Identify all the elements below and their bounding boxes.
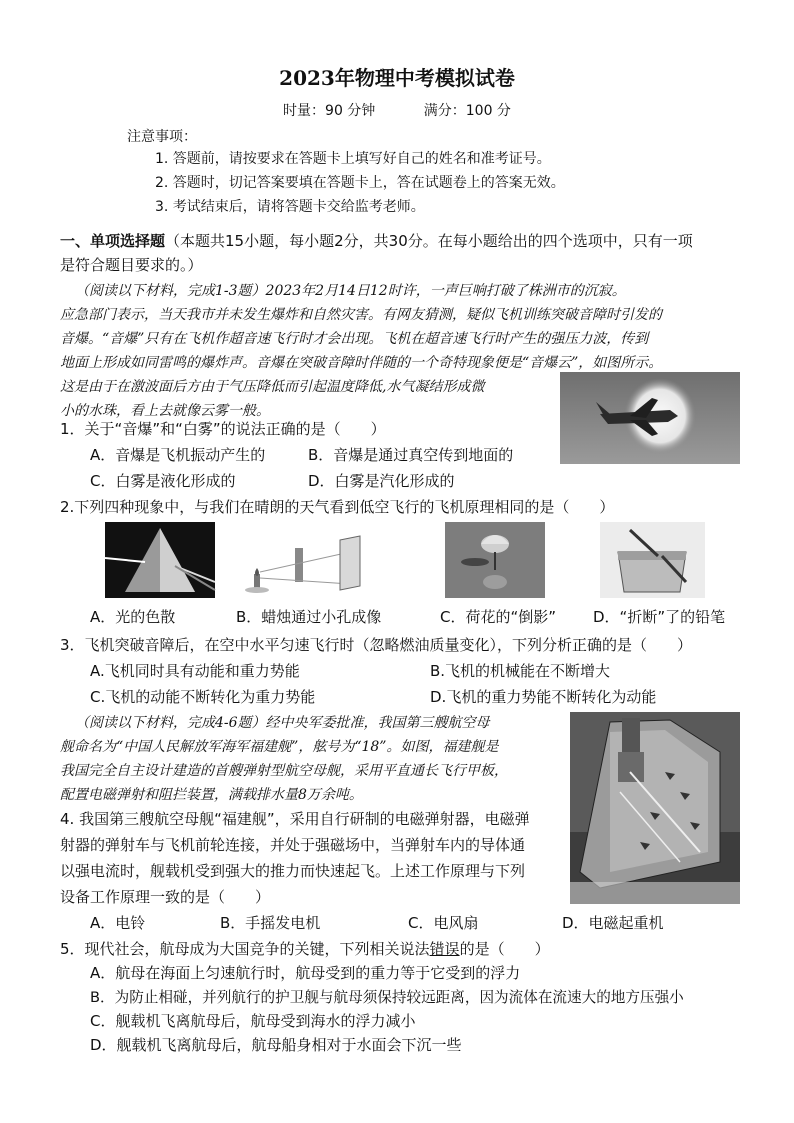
- section-desc: （本题共15小题，每小题2分，共30分。在每小题给出的四个选项中，只有一项: [165, 232, 693, 250]
- q4-line-1: 4. 我国第三艘航空母舰“福建舰”，采用自行研制的电磁弹射器，电磁弹: [60, 810, 530, 828]
- page-title: 2023年物理中考模拟试卷: [279, 66, 515, 90]
- q4-line-4: 设备工作原理一致的是（ ）: [60, 888, 271, 906]
- q1-option-a[interactable]: A．音爆是飞机振动产生的: [90, 446, 266, 464]
- q3-stem: 3．飞机突破音障后，在空中水平匀速飞行时（忽略燃油质量变化），下列分析正确的是（ ）: [60, 636, 693, 654]
- q4-option-c[interactable]: C．电风扇: [408, 914, 479, 932]
- q1-stem: 1．关于“音爆”和“白雾”的说法正确的是（ ）: [60, 420, 386, 438]
- lotus-reflection-image: [445, 522, 545, 598]
- reading1-line-4: 地面上形成如同雷鸣的爆炸声。音爆在突破音障时伴随的一个奇特现象便是“音爆云”，如图所示。: [60, 355, 663, 371]
- q5-stem-pre: 5．现代社会，航母成为大国竞争的关键，下列相关说法: [60, 940, 430, 958]
- pinhole-camera-image: [240, 522, 375, 598]
- q3-option-c[interactable]: C.飞机的动能不断转化为重力势能: [90, 688, 316, 706]
- sonic-boom-jet-image: [560, 372, 740, 464]
- notice-item-1: 1. 答题前，请按要求在答题卡上填写好自己的姓名和准考证号。: [155, 151, 551, 167]
- q1-option-d[interactable]: D．白雾是汽化形成的: [308, 472, 455, 490]
- q1-option-b[interactable]: B．音爆是通过真空传到地面的: [308, 446, 514, 464]
- prism-dispersion-image: [105, 522, 215, 598]
- exam-time: 时量：90 分钟: [283, 103, 376, 119]
- pencil-in-water-image: [600, 522, 705, 598]
- reading1-line-2: 应急部门表示，当天我市并未发生爆炸和自然灾害。有网友猜测，疑似飞机训练突破音障时引发的: [60, 307, 662, 323]
- q4-option-b[interactable]: B．手摇发电机: [220, 914, 321, 932]
- notice-item-2: 2. 答题时，切记答案要填在答题卡上，答在试题卷上的答案无效。: [155, 175, 565, 191]
- q5-option-d[interactable]: D．舰载机飞离航母后，航母船身相对于水面会下沉一些: [90, 1036, 462, 1054]
- q5-option-a[interactable]: A．航母在海面上匀速航行时，航母受到的重力等于它受到的浮力: [90, 964, 521, 982]
- reading2-line-4: 配置电磁弹射和阻拦装置，满载排水量8万余吨。: [60, 787, 363, 803]
- exam-info: [0, 100, 794, 120]
- notice-item-3: 3. 考试结束后，请将答题卡交给监考老师。: [155, 199, 425, 215]
- reading2-line-1: （阅读以下材料，完成4-6题）经中央军委批准，我国第三艘航空母: [75, 715, 490, 731]
- notice-heading: 注意事项：: [127, 129, 197, 145]
- section-heading: [60, 230, 693, 251]
- reading1-line-1: （阅读以下材料，完成1-3题）2023年2月14日12时许，一声巨响打破了株洲市的沉寂。: [75, 283, 626, 299]
- q3-option-a[interactable]: A.飞机同时具有动能和重力势能: [90, 662, 300, 680]
- exam-score: 满分：100 分: [423, 103, 511, 119]
- q2-image-strip: [105, 522, 705, 598]
- q2-option-b[interactable]: B．蜡烛通过小孔成像: [236, 608, 382, 626]
- q2-option-d[interactable]: D．“折断”了的铅笔: [593, 608, 726, 626]
- q2-stem: 2.下列四种现象中，与我们在晴朗的天气看到低空飞行的飞机原理相同的是（ ）: [60, 498, 615, 516]
- q5-stem-emphasis: 错误: [429, 940, 460, 958]
- q5-option-c[interactable]: C．舰载机飞离航母后，航母受到海水的浮力减小: [90, 1012, 416, 1030]
- reading1-line-5: 这是由于在激波面后方由于气压降低而引起温度降低,水气凝结形成微: [60, 379, 485, 395]
- q5-stem: [60, 938, 550, 959]
- q5-option-b[interactable]: B．为防止相碰，并列航行的护卫舰与航母须保持较远距离，因为流体在流速大的地方压强小: [90, 989, 684, 1006]
- q5-stem-post: 的是（ ）: [459, 940, 550, 958]
- q3-option-b[interactable]: B.飞机的机械能在不断增大: [430, 662, 611, 680]
- aircraft-carrier-image: [570, 712, 740, 904]
- reading2-line-2: 舰命名为“中国人民解放军海军福建舰”，舷号为“18”。如图，福建舰是: [60, 739, 499, 755]
- q4-line-3: 以强电流时，舰载机受到强大的推力而快速起飞。上述工作原理与下列: [60, 862, 526, 880]
- q4-option-a[interactable]: A．电铃: [90, 914, 146, 932]
- reading1-line-6: 小的水珠，看上去就像云雾一般。: [60, 403, 270, 419]
- reading2-line-3: 我国完全自主设计建造的首艘弹射型航空母舰，采用平直通长飞行甲板，: [60, 763, 508, 779]
- q1-option-c[interactable]: C．白雾是液化形成的: [90, 472, 236, 490]
- q4-option-d[interactable]: D．电磁起重机: [562, 914, 664, 932]
- q2-option-c[interactable]: C．荷花的“倒影”: [440, 608, 557, 626]
- section-desc-2: 是符合题目要求的。）: [60, 256, 203, 274]
- q3-option-d[interactable]: D.飞机的重力势能不断转化为动能: [430, 688, 657, 706]
- q2-option-a[interactable]: A．光的色散: [90, 608, 176, 626]
- section-title: 一、单项选择题: [60, 232, 166, 250]
- q4-line-2: 射器的弹射车与飞机前轮连接，并处于强磁场中，当弹射车内的导体通: [60, 836, 526, 854]
- reading1-line-3: 音爆。“音爆”只有在飞机作超音速飞行时才会出现。飞机在超音速飞行时产生的强压力波，传到: [60, 331, 649, 347]
